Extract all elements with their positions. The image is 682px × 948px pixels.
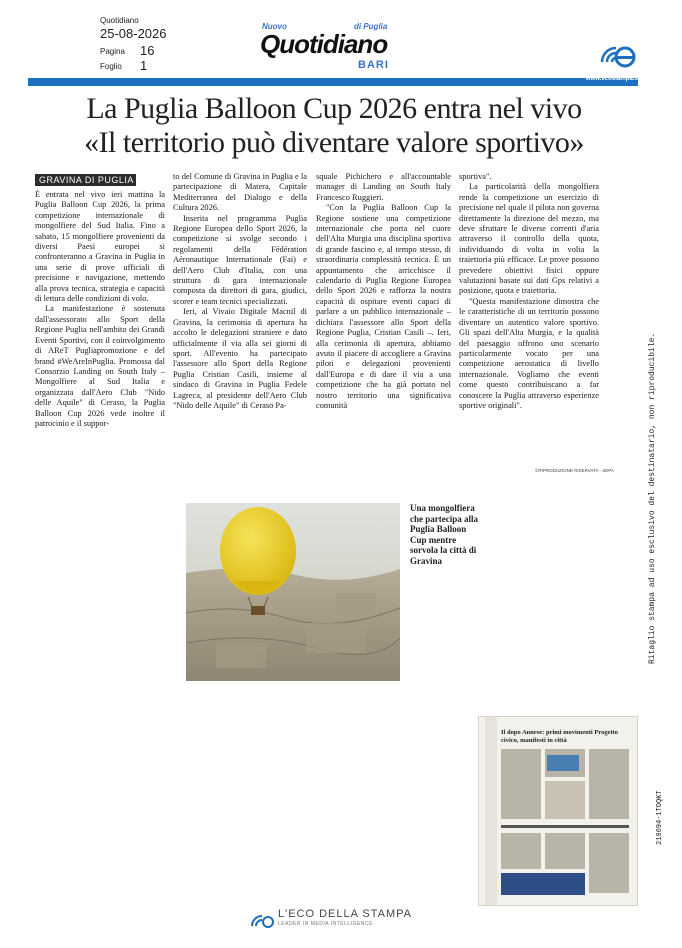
masthead-city: BARI — [358, 59, 389, 71]
eco-stampa-logo-icon — [598, 36, 636, 70]
footer-tagline: LEADER IN MEDIA INTELLIGENCE — [278, 921, 373, 927]
section-tag: GRAVINA DI PUGLIA — [35, 174, 136, 186]
source-label: Quotidiano — [100, 16, 139, 25]
paragraph: La particolarità della mongolfiera rende la competizione un esercizio di precisione nel quale il pilota non governa direttamente la direzione del mezzo, ma deve sfruttare le diverse correnti d'aria attraverso il controllo della quota, individuando di volta in volta la traiettoria più efficace. Le prove possono prevedere obiettivi fisici oppure valutazioni basate sui dati Gps relativi a posizione, quota e traiettoria. — [459, 182, 599, 296]
eco-stampa-footer-icon — [250, 906, 274, 930]
headline-line-1: La Puglia Balloon Cup 2026 entra nel vivo — [86, 92, 582, 125]
thumbnail-headline: Il dopo Annese: primi movimenti Progetto civico, manifesti in città — [501, 729, 619, 744]
article-headline — [28, 92, 640, 160]
headline-line-2: «Il territorio può diventare valore sportivo» — [84, 126, 584, 159]
article-column-3 — [316, 172, 451, 411]
photo-caption: Una mongolfiera che partecipa alla Puglia Balloon Cup mentre sorvola la città di Gravina — [410, 503, 478, 566]
article-column-2 — [173, 172, 307, 411]
article-column-4 — [459, 172, 599, 411]
paragraph: La manifestazione è sostenuta dall'assessorato allo Sport della Regione Puglia nell'ambito dei Grandi Eventi Sportivi, con il coinvolgimento di AReT Pugliapromozione e del brand #WeAreInPuglia. Promossa dal Consorzio Landing on South Italy – Mongolfiere al Sud Italia e organizzata dall'Aero Club "Nido delle Aquile" di Ceraso, la Puglia Balloon Cup 2026 vede inoltre il patrocinio e il suppor- — [35, 304, 165, 428]
paragraph: to del Comune di Gravina in Puglia e la partecipazione di Matera, Capitale Mediterranea del Dialogo e della Cultura 2026. — [173, 172, 307, 213]
article-column-1 — [35, 190, 165, 429]
paragraph: "Questa manifestazione dimostra che le caratteristiche di un territorio possono diventare un autentico valore sportivo. Gli spazi dell'Alta Murgia, e la qualità del paesaggio offrono uno scenario particolarmente vocato per una competizione aerostatica di livello internazionale. Vogliamo che eventi come questo contribuiscano a far conoscere la Puglia attraverso esperienze sportive originali". — [459, 296, 599, 410]
date-value: 25-08-2026 — [100, 26, 167, 41]
footer-brand — [250, 900, 490, 940]
sheet-label: Foglio — [100, 62, 122, 71]
footer-brand-name: L'ECO DELLA STAMPA — [278, 908, 413, 920]
paragraph: Inserita nel programma Puglia Regione Europea dello Sport 2026, la competizione si svolge secondo i regolamenti della Fédération Aéronautique Internationale (Fai) e dell'Aero Club d'Italia, con una struttura di gara internazionale composta da direttori di gara, giudici, scorer e team tecnici specializzati. — [173, 213, 307, 306]
page-thumbnail-graphic — [479, 717, 637, 905]
reproduction-notice: Ritaglio stampa ad uso esclusivo del destinatario, non riproducibile. — [648, 332, 657, 664]
sheet-value: 1 — [140, 58, 148, 73]
clipping-code: 210694-1TOQKT — [656, 790, 664, 845]
header-rule — [28, 78, 638, 86]
paragraph: sportiva". — [459, 172, 492, 181]
paragraph: squale Pichichero e all'accountable manager di Landing on South Italy Francesco Ruggieri. — [316, 172, 451, 202]
website-label: www.ecostampa.it — [585, 76, 638, 82]
page-thumbnail — [478, 716, 638, 906]
masthead-prefix: Nuovo — [262, 22, 287, 31]
paragraph: Ieri, al Vivaio Digitale Macnil di Gravina, la cerimonia di apertura ha accolto le delegazioni straniere e dato ufficialmente il via alla sei giorni di sport. All'evento ha partecipato l'assessore allo Sport della Regione Puglia Cristian Casili, insieme al sindaco di Gravina in Puglia Fedele Lagreca, al presidente dell'Aero Club "Nido delle Aquile" di Ceraso Pa- — [173, 307, 307, 410]
newspaper-masthead — [262, 22, 402, 78]
copyright-credit: ©RIPRODUZIONE RISERVATA - SEPA — [535, 468, 614, 473]
masthead-name: Quotidiano — [260, 29, 388, 59]
masthead-region: di Puglia — [354, 22, 388, 31]
paragraph: È entrata nel vivo ieri mattina la Puglia Balloon Cup 2026, la prima competizione internazionale di mongolfiere del Sud Italia. Fino a sabato, 15 mongolfiere provenienti da diversi Paesi europei si confronteranno a Gravina in Puglia in una serie di prove ufficiali di precisione e navigazione, mettendo alla prova tecnica, strategia e capacità di lettura delle condizioni di volo. — [35, 190, 165, 304]
page-label: Pagina — [100, 47, 125, 56]
paragraph: "Con la Puglia Balloon Cup la Regione sostiene una competizione internazionale che porta nel cuore dell'Alta Murgia una disciplina sportiva di grande fascino e, al tempo stesso, di straordinaria complessità tecnica. È un appuntamento che arricchisce il calendario di Puglia Regione Europea dello Sport 2026 e rafforza la nostra capacità di ospitare eventi capaci di parlare a un pubblico internazionale – dichiara l'assessore allo Sport della Regione Puglia, Cristian Casili –. Ieri, alla cerimonia di apertura, abbiamo avuto il piacere di accogliere a Gravina piloti e delegazioni provenienti dall'Europa e di dare il via a una competizione che ha già portato nel nostro territorio una significativa comunità — [316, 203, 451, 410]
balloon-photo — [186, 503, 400, 681]
page-value: 16 — [140, 43, 155, 58]
